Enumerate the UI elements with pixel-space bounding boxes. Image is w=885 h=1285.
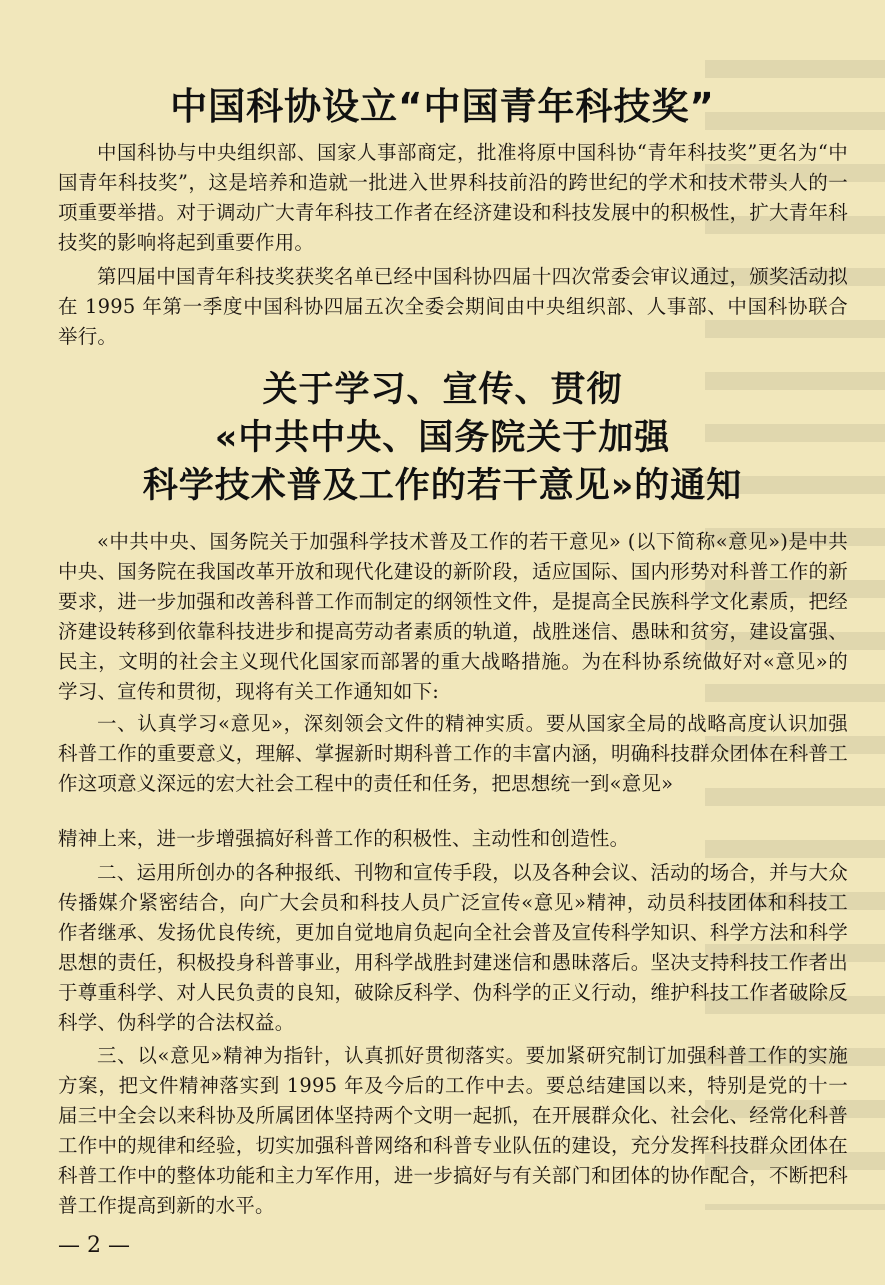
article2-point-1-continued: 精神上来，进一步增强搞好科普工作的积极性、主动性和创造性。 <box>58 827 630 850</box>
article1-title: 中国科协设立“中国青年科技奖” <box>170 85 715 128</box>
article2-point-3: 三、以«意见»精神为指针，认真抓好贯彻落实。要加紧研究制订加强科普工作的实施方案，把文件精神落实到 1995 年及今后的工作中去。要总结建国以来，特别是党的十一届三中全会以来科协及所属团体坚持两个文明一起抓，在开展群众化、社会化、经常化科普工作中的规律和经验，切实加强科普网络和科普专业队伍的建设，充分发挥科技群众团体在科普工作中的整体功能和主力军作用，进一步搞好与有关部门和团体的协作配合，不断把科普工作提高到新的水平。 <box>58 1044 848 1217</box>
article2-intro: «中共中央、国务院关于加强科学技术普及工作的若干意见» (以下简称«意见»)是中共中央、国务院在我国改革开放和现代化建设的新阶段，适应国际、国内形势对科普工作的新要求，进一步加强和改善科普工作而制定的纲领性文件，是提高全民族科学文化素质，把经济建设转移到依靠科技进步和提高劳动者素质的轨道，战胜迷信、愚昧和贫穷，建设富强、民主，文明的社会主义现代化国家而部署的重大战略措施。为在科协系统做好对«意见»的学习、宣传和贯彻，现将有关工作通知如下: <box>58 530 848 703</box>
article2-title-line-3: 科学技术普及工作的若干意见»的通知 <box>142 466 743 506</box>
page-number: — 2 — <box>58 1233 130 1258</box>
article1-paragraph-2: 第四届中国青年科技奖获奖名单已经中国科协四届十四次常委会审议通过，颁奖活动拟在 1995 年第一季度中国科协四届五次全委会期间由中央组织部、人事部、中国科协联合举行。 <box>58 265 848 348</box>
article2-title-line-2: «中共中央、国务院关于加强 <box>214 418 671 458</box>
article2-title-line-1: 关于学习、宣传、贯彻 <box>262 370 623 410</box>
article1-paragraph-1: 中国科协与中央组织部、国家人事部商定，批准将原中国科协“青年科技奖”更名为“中国青年科技奖”，这是培养和造就一批进入世界科技前沿的跨世纪的学术和技术带头人的一项重要举措。对于调动广大青年科技工作者在经济建设和科技发展中的积极性，扩大青年科技奖的影响将起到重要作用。 <box>58 141 848 254</box>
article2-point-2: 二、运用所创办的各种报纸、刊物和宣传手段，以及各种会议、活动的场合，并与大众传播媒介紧密结合，向广大会员和科技人员广泛宣传«意见»精神，动员科技团体和科技工作者继承、发扬优良传统，更加自觉地肩负起向全社会普及宣传科学知识、科学方法和科学思想的责任，积极投身科普事业，用科学战胜封建迷信和愚昧落后。坚决支持科技工作者出于尊重科学、对人民负责的良知，破除反科学、伪科学的正义行动，维护科技工作者破除反科学、伪科学的合法权益。 <box>58 861 848 1034</box>
article2-point-1: 一、认真学习«意见»，深刻领会文件的精神实质。要从国家全局的战略高度认识加强科普工作的重要意义，理解、掌握新时期科普工作的丰富内涵，明确科技群众团体在科普工作这项意义深远的宏大社会工程中的责任和任务，把思想统一到«意见» <box>58 712 848 795</box>
